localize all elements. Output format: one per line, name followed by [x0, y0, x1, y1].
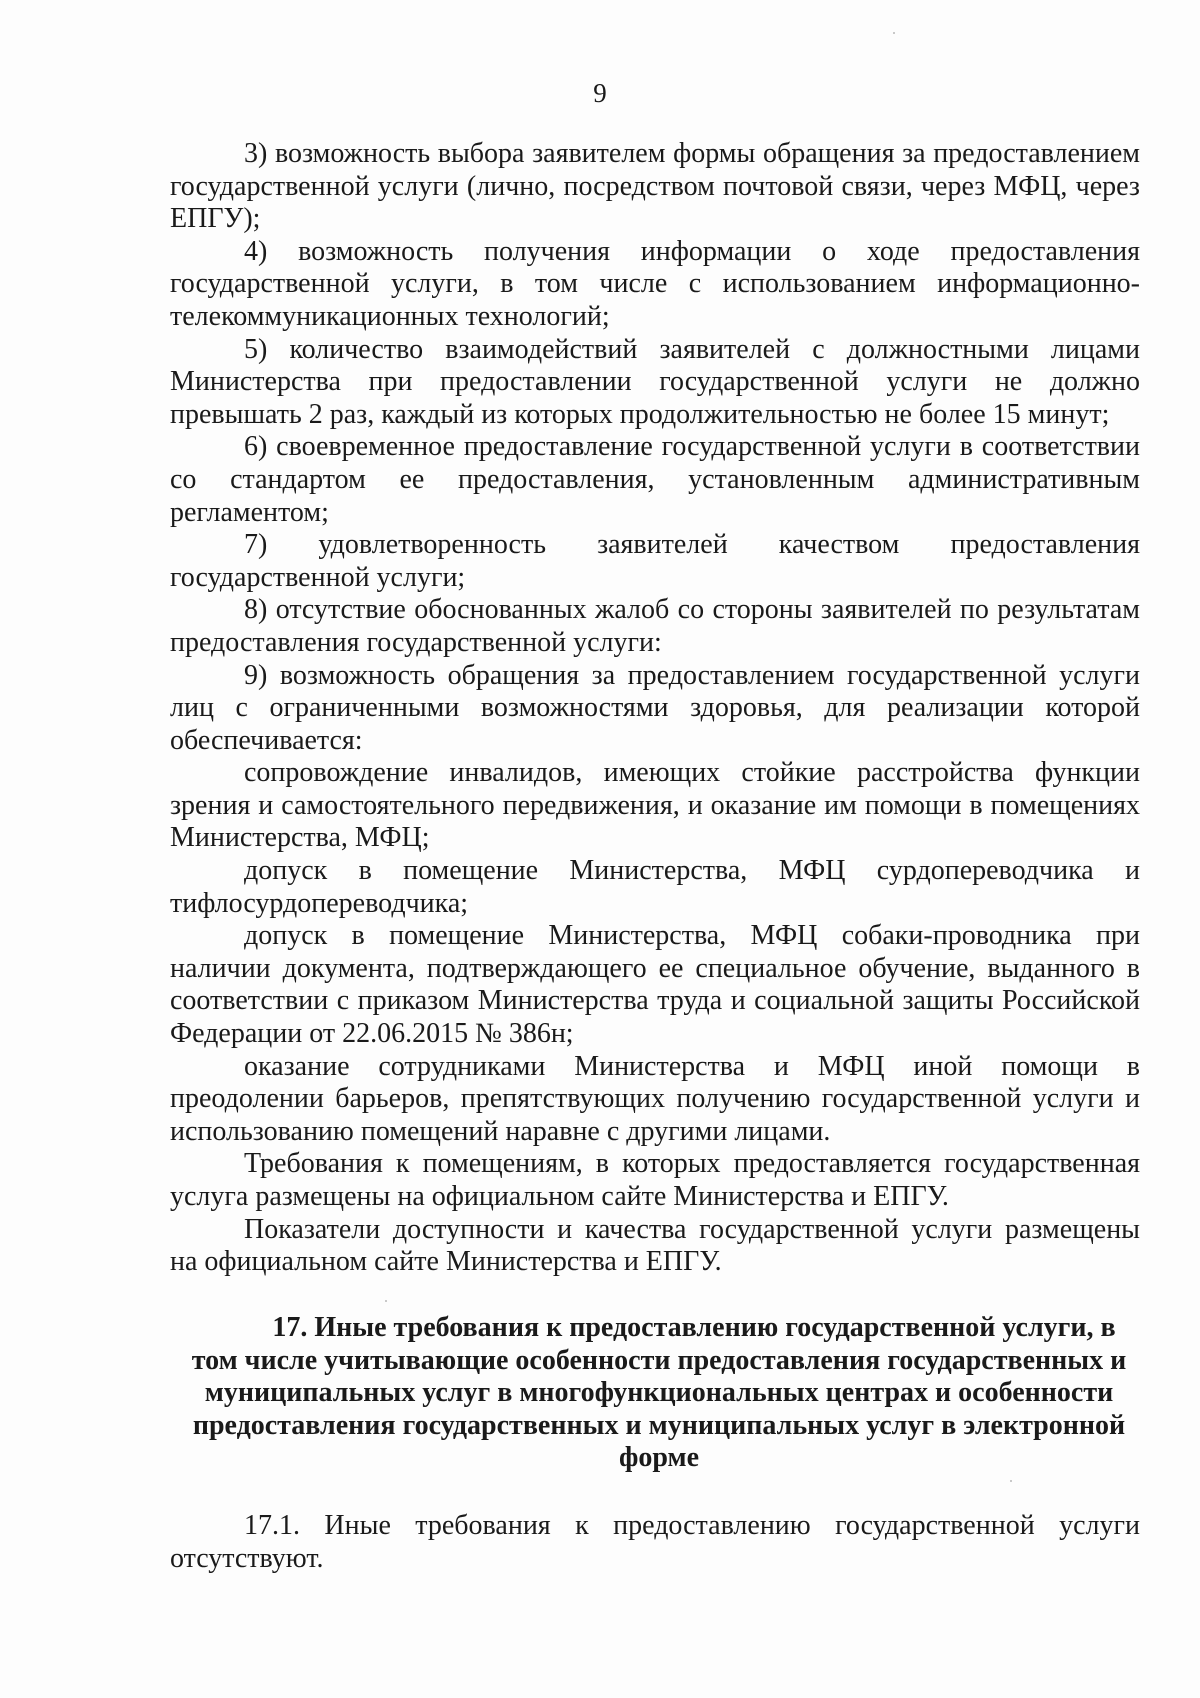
section-17-heading	[178, 1312, 1140, 1475]
page-number: 9	[593, 78, 607, 108]
paragraph-17-1: 17.1. Иные требования к предоставлению государственной услуги отсутствуют.	[170, 1510, 1140, 1574]
paragraph-item-6: 6) своевременное предоставление государственной услуги в соответствии со стандартом ее предоставления, установленным административным регламентом;	[170, 431, 1140, 528]
main-body-text	[170, 138, 1140, 1279]
paragraph-item-4: 4) возможность получения информации о ходе предоставления государственной услуги, в том числе с использованием информационно-телекоммуникационных технологий;	[170, 235, 1140, 332]
paragraph-guide-dog-access: допуск в помещение Министерства, МФЦ собаки-проводника при наличии документа, подтверждающего ее специальное обучение, выданного в соответствии с приказом Министерства труда и социальной защиты Российской Федерации от 22.06.2015 № 386н;	[170, 920, 1140, 1050]
scan-speck	[893, 32, 895, 34]
section-17-body	[170, 1510, 1140, 1575]
paragraph-accessibility-indicators: Показатели доступности и качества государственной услуги размещены на официальном сайте Министерства и ЕПГУ.	[170, 1213, 1140, 1278]
paragraph-item-8: 8) отсутствие обоснованных жалоб со стороны заявителей по результатам предоставления государственной услуги:	[170, 594, 1140, 658]
scan-speck	[385, 1300, 387, 1302]
paragraph-item-5: 5) количество взаимодействий заявителей с должностными лицами Министерства при предоставлении государственной услуги не должно превышать 2 раз, каждый из которых продолжительностью не более 15 минут;	[170, 333, 1140, 430]
section-17-heading-text: 17. Иные требования к предоставлению государственной услуги, в том числе учитывающие особенности предоставления государственных и муниципальных услуг в многофункциональных центрах и особенности предоставления государственных и муниципальных услуг в электронной форме	[191, 1312, 1127, 1473]
paragraph-item-9: 9) возможность обращения за предоставлением государственной услуги лиц с ограниченными возможностями здоровья, для реализации которой обеспечивается:	[170, 659, 1140, 756]
paragraph-item-3: 3) возможность выбора заявителем формы обращения за предоставлением государственной услуги (лично, посредством почтовой связи, через МФЦ, через ЕПГУ);	[170, 138, 1140, 235]
paragraph-premises-requirements: Требования к помещениям, в которых предоставляется государственная услуга размещены на официальном сайте Министерства и ЕПГУ.	[170, 1148, 1140, 1212]
paragraph-item-7: 7) удовлетворенность заявителей качеством предоставления государственной услуги;	[170, 529, 1140, 593]
paragraph-staff-assistance: оказание сотрудниками Министерства и МФЦ иной помощи в преодолении барьеров, препятствующих получению государственной услуги и использованию помещений наравне с другими лицами.	[170, 1050, 1140, 1147]
paragraph-escort-disabled: сопровождение инвалидов, имеющих стойкие расстройства функции зрения и самостоятельного передвижения, и оказание им помощи в помещениях Министерства, МФЦ;	[170, 757, 1140, 854]
scan-speck	[1010, 1480, 1012, 1482]
paragraph-sign-interpreter-access: допуск в помещение Министерства, МФЦ сурдопереводчика и тифлосурдопереводчика;	[170, 855, 1140, 919]
